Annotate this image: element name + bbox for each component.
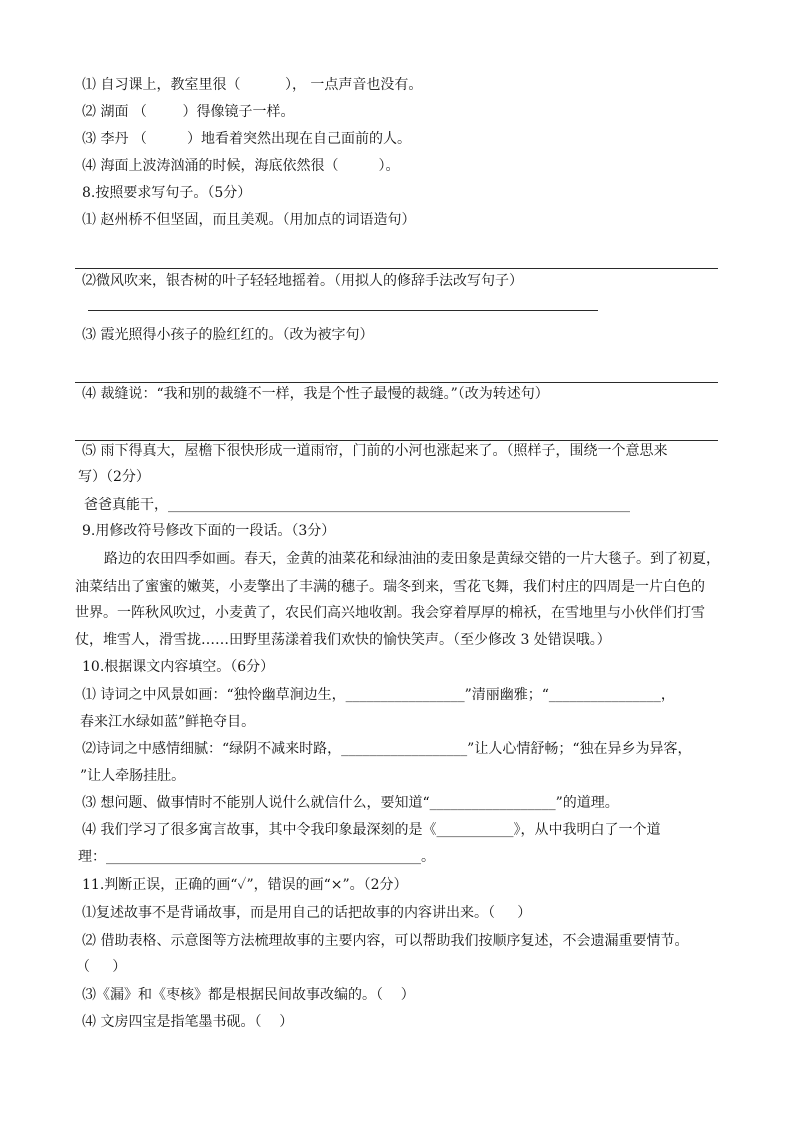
q8-item-3: ⑶ 霞光照得小孩子的脸红红的。（改为被字句） — [82, 327, 374, 343]
q8-item-4: ⑷ 裁缝说：“我和别的裁缝不一样，我是个性子最慢的裁缝。”（改为转述句） — [82, 386, 549, 402]
answer-line — [75, 382, 718, 383]
q10-title: 10.根据课文内容填空。（6分） — [82, 659, 275, 675]
q11-item-2-line-1: ⑵ 借助表格、示意图等方法梳理故事的主要内容，可以帮助我们按顺序复述，不会遗漏重要情节。 — [82, 933, 689, 949]
q9-paragraph-line-4: 仗，堆雪人，滑雪拢……田野里荡漾着我们欢快的愉快笑声。（至少修改 3 处错误哦。） — [75, 632, 611, 648]
q10-item-4-line-1: ⑷ 我们学习了很多寓言故事，其中令我印象最深刻的是《___________》，从中我明白了一个道 — [82, 822, 661, 838]
q8-item-1: ⑴ 赵州桥不但坚固，而且美观。（用加点的词语造句） — [82, 212, 416, 228]
q11-item-3: ⑶《漏》和《枣核》都是根据民间故事改编的。（ ） — [82, 987, 415, 1003]
q7-item-2: ⑵ 湖面 （ ）得像镜子一样。 — [82, 104, 295, 120]
q9-paragraph-line-3: 世界。一阵秋风吹过，小麦黄了，农民们高兴地收割。我会穿着厚厚的棉袄，在雪地里与小伙伴们打雪 — [75, 605, 705, 621]
q7-item-3: ⑶ 李丹 （ ）地看着突然出现在自己面前的人。 — [82, 131, 411, 147]
q7-item-1: ⑴ 自习课上，教室里很（ ）， 一点声音也没有。 — [82, 77, 423, 93]
q10-item-2-line-1: ⑵诗词之中感情细腻：“绿阴不减来时路，__________________”让人心情舒畅；“独在异乡为异客， — [82, 741, 692, 757]
q9-title: 9.用修改符号修改下面的一段话。（3分） — [82, 523, 336, 539]
q8-item-5-line-1: ⑸ 雨下得真大，屋檐下很快形成一道雨帘，门前的小河也涨起来了。（照样子，围绕一个意思来 — [82, 443, 668, 459]
q11-item-1: ⑴复述故事不是背诵故事，而是用自己的话把故事的内容讲出来。（ ） — [82, 905, 532, 921]
q10-item-1-line-1: ⑴ 诗词之中风景如画：“独怜幽草涧边生，_________________”清丽幽雅；“________________， — [82, 687, 675, 703]
q7-item-4: ⑷ 海面上波涛汹涌的时候，海底依然很（ ）。 — [82, 158, 400, 174]
answer-line — [75, 440, 718, 441]
q11-title: 11.判断正误，正确的画“✓”，错误的画“×”。（2分） — [82, 877, 408, 893]
q9-paragraph-line-1: 路边的农田四季如画。春天，金黄的油菜花和绿油油的麦田象是黄绿交错的一片大毯子。到了初夏， — [104, 551, 720, 567]
q8-item-5-line-2: 写）（2分） — [78, 469, 150, 485]
q8-item-5-example: 爸爸真能干，__________________________________________________________________ — [84, 497, 630, 513]
q8-title: 8.按照要求写句子。（5分） — [82, 185, 252, 201]
q10-item-4-line-2: 理：_____________________________________________。 — [78, 849, 435, 865]
q10-item-1-line-2: 春来江水绿如蓝”鲜艳夺目。 — [80, 714, 256, 730]
q10-item-3: ⑶ 想问题、做事情时不能别人说什么就信什么，要知道“__________________”的道理。 — [82, 795, 619, 811]
answer-line — [75, 268, 718, 269]
q11-item-4: ⑷ 文房四宝是指笔墨书砚。（ ） — [82, 1014, 294, 1030]
q8-item-2: ⑵微风吹来，银杏树的叶子轻轻地摇着。（用拟人的修辞手法改写句子） — [82, 273, 523, 289]
q9-paragraph-line-2: 油菜结出了蜜蜜的嫩荚，小麦擎出了丰满的穗子。瑞冬到来，雪花飞舞，我们村庄的四周是一片白色的 — [75, 579, 705, 595]
answer-line — [88, 310, 598, 311]
q11-item-2-line-2: （ ） — [76, 959, 127, 975]
q10-item-2-line-2: ”让人牵肠挂肚。 — [80, 768, 186, 784]
